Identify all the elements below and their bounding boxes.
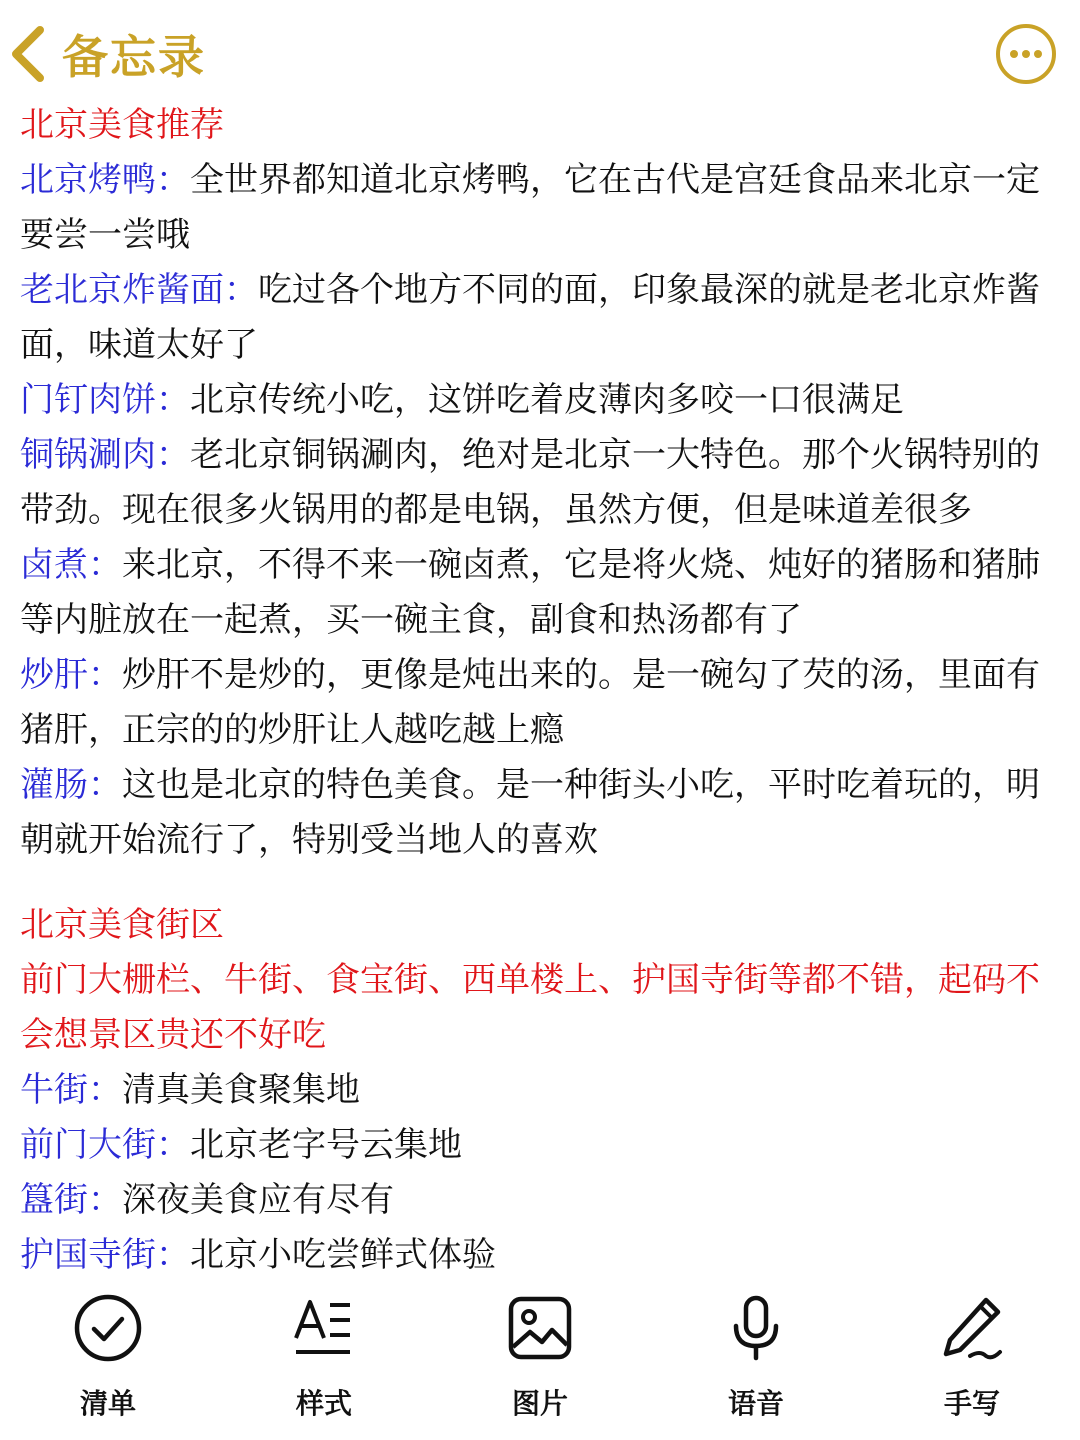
text-style-icon xyxy=(286,1290,362,1366)
entry-label: 前门大街： xyxy=(20,1125,190,1165)
toolbar-label: 手写 xyxy=(943,1387,1000,1420)
food-entry xyxy=(20,648,1060,758)
entry-label: 牛街： xyxy=(20,1070,122,1110)
entry-label: 炒肝： xyxy=(20,655,122,695)
entry-text: 炒肝不是炒的，更像是炖出来的。是一碗勾了芡的汤，里面有猪肝，正宗的的炒肝让人越吃越上瘾 xyxy=(20,655,1040,750)
section-note: 前门大栅栏、牛街、食宝街、西单楼上、护国寺街等都不错，起码不会想景区贵还不好吃 xyxy=(20,960,1040,1055)
entry-label: 老北京炸酱面： xyxy=(20,270,258,310)
entry-text: 北京小吃尝鲜式体验 xyxy=(190,1235,496,1275)
entry-label: 北京烤鸭： xyxy=(20,160,190,200)
entry-text: 北京传统小吃，这饼吃着皮薄肉多咬一口很满足 xyxy=(190,380,904,420)
text-style-button[interactable] xyxy=(234,1290,414,1430)
more-icon xyxy=(994,71,1058,90)
food-entry xyxy=(20,538,1060,648)
bottom-toolbar xyxy=(0,1290,1080,1430)
image-icon xyxy=(502,1290,578,1366)
food-entry xyxy=(20,758,1060,868)
microphone-icon xyxy=(718,1290,794,1366)
handwriting-button[interactable] xyxy=(882,1290,1062,1430)
image-button[interactable] xyxy=(450,1290,630,1430)
entry-text: 全世界都知道北京烤鸭，它在古代是宫廷食品来北京一定要尝一尝哦 xyxy=(20,160,1040,255)
entry-label: 铜锅涮肉： xyxy=(20,435,190,475)
entry-text: 清真美食聚集地 xyxy=(122,1070,360,1110)
header xyxy=(0,0,1080,110)
more-options-button[interactable] xyxy=(994,22,1058,86)
toolbar-label: 清单 xyxy=(79,1387,136,1420)
entry-label: 灌肠： xyxy=(20,765,122,805)
entry-text: 来北京，不得不来一碗卤煮，它是将火烧、炖好的猪肠和猪肺等内脏放在一起煮，买一碗主食，副食和热汤都有了 xyxy=(20,545,1040,640)
section-title: 北京美食推荐 xyxy=(20,105,224,145)
checklist-icon xyxy=(70,1290,146,1366)
food-entry xyxy=(20,373,1060,428)
entry-text: 吃过各个地方不同的面，印象最深的就是老北京炸酱面，味道太好了 xyxy=(20,270,1040,365)
street-entry xyxy=(20,1063,1060,1118)
entry-label: 护国寺街： xyxy=(20,1235,190,1275)
street-entry xyxy=(20,1173,1060,1228)
toolbar-label: 样式 xyxy=(295,1387,352,1420)
entry-text: 老北京铜锅涮肉，绝对是北京一大特色。那个火锅特别的带劲。现在很多火锅用的都是电锅，虽然方便，但是味道差很多 xyxy=(20,435,1040,530)
entry-label: 门钉肉饼： xyxy=(20,380,190,420)
back-button[interactable] xyxy=(10,22,206,86)
toolbar-label: 语音 xyxy=(727,1387,784,1420)
street-entry xyxy=(20,1228,1060,1283)
food-entry xyxy=(20,428,1060,538)
toolbar-label: 图片 xyxy=(511,1387,568,1420)
street-entry xyxy=(20,1118,1060,1173)
page-title: 备忘录 xyxy=(62,30,206,84)
entry-text: 这也是北京的特色美食。是一种街头小吃，平时吃着玩的，明朝就开始流行了，特别受当地人的喜欢 xyxy=(20,765,1040,860)
note-content[interactable] xyxy=(20,98,1060,1283)
entry-label: 卤煮： xyxy=(20,545,122,585)
food-entry xyxy=(20,153,1060,263)
section-spacer xyxy=(20,868,1060,898)
food-entry xyxy=(20,263,1060,373)
pen-icon xyxy=(934,1290,1010,1366)
entry-text: 北京老字号云集地 xyxy=(190,1125,462,1165)
entry-text: 深夜美食应有尽有 xyxy=(122,1180,394,1220)
section-title: 北京美食街区 xyxy=(20,905,224,945)
chevron-left-icon xyxy=(10,26,46,82)
voice-button[interactable] xyxy=(666,1290,846,1430)
checklist-button[interactable] xyxy=(18,1290,198,1430)
entry-label: 簋街： xyxy=(20,1180,122,1220)
